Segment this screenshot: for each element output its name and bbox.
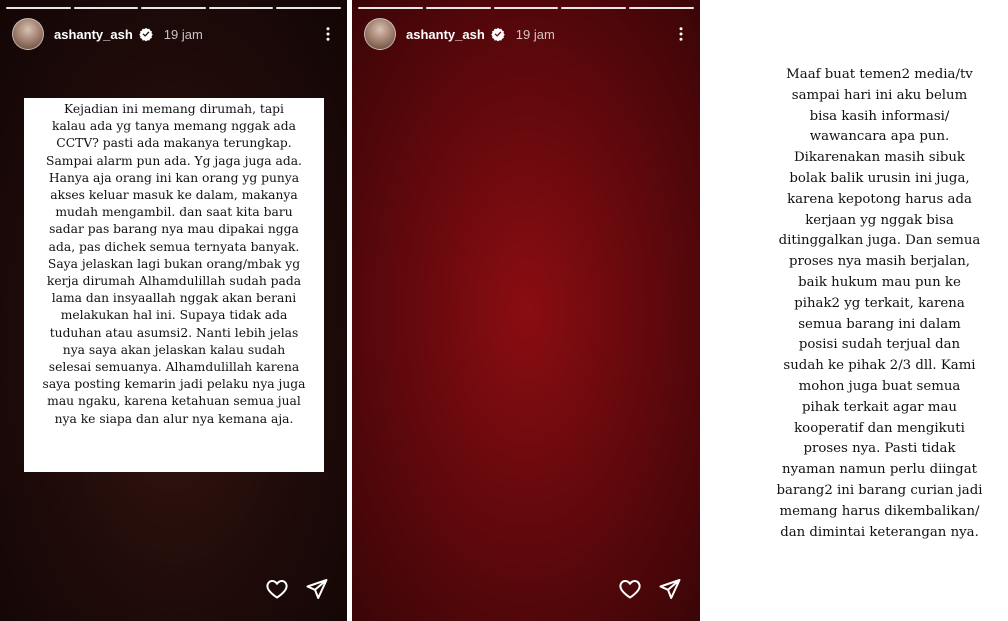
text-line: mohon juga buat semua xyxy=(798,378,961,394)
verified-badge-icon xyxy=(139,27,153,41)
text-line: Saya jelaskan lagi bukan orang/mbak yg xyxy=(47,256,301,271)
verified-badge-icon xyxy=(491,27,505,41)
progress-segment xyxy=(6,7,71,9)
text-line: karena kepotong harus ada xyxy=(787,191,972,207)
text-line: semua barang ini dalam xyxy=(798,316,961,332)
text-line: pihak terkait agar mau xyxy=(802,399,957,415)
story-panel-right[interactable] xyxy=(352,0,983,621)
text-line: lama dan insyaallah nggak akan berani xyxy=(51,291,297,306)
text-line: dan dimintai keterangan nya. xyxy=(780,524,979,540)
text-line: Hanya aja orang ini kan orang yg punya xyxy=(48,170,300,185)
text-line: saya posting kemarin jadi pelaku nya juga xyxy=(42,377,306,392)
progress-segment xyxy=(358,7,423,9)
text-line: pihak2 yg terkait, karena xyxy=(794,295,965,311)
text-line: baik hukum mau pun ke xyxy=(798,274,961,290)
progress-segment xyxy=(494,7,559,9)
text-line: Sampai alarm pun ada. Yg jaga juga ada. xyxy=(46,153,302,168)
text-line: proses nya. Pasti tidak xyxy=(803,441,956,457)
text-line: proses nya masih berjalan, xyxy=(788,254,970,270)
progress-segment xyxy=(276,7,341,9)
more-vertical-icon[interactable] xyxy=(672,25,690,43)
progress-segment xyxy=(629,7,694,9)
story-progress-bar xyxy=(358,7,694,9)
story-timestamp: 19 jam xyxy=(515,26,555,42)
story-actions xyxy=(618,577,682,601)
text-line: bisa kasih informasi/ xyxy=(809,108,950,124)
text-line: sudah ke pihak 2/3 dll. Kami xyxy=(783,358,976,374)
text-line: Dikarenakan masih sibuk xyxy=(793,150,965,166)
avatar[interactable] xyxy=(12,18,44,50)
text-line: bolak balik urusin ini juga, xyxy=(789,170,970,186)
text-line: sadar pas barang nya mau dipakai ngga xyxy=(49,222,299,237)
progress-segment xyxy=(426,7,491,9)
text-line: nya saya akan jelaskan kalau sudah xyxy=(62,342,286,357)
text-line: wawancara apa pun. xyxy=(809,129,950,145)
text-line: nya ke siapa dan alur nya kemana aja. xyxy=(54,411,294,426)
story-header xyxy=(364,17,690,51)
text-line: kalau ada yg tanya memang nggak ada xyxy=(52,119,296,134)
username[interactable]: ashanty_ash xyxy=(54,26,133,42)
text-line: sampai hari ini aku belum xyxy=(791,87,968,103)
heart-icon[interactable] xyxy=(618,577,642,601)
story-panel-left[interactable] xyxy=(0,0,347,621)
text-line: Kejadian ini memang dirumah, tapi xyxy=(64,102,284,116)
text-line: Maaf buat temen2 media/tv xyxy=(786,67,973,82)
text-line: ditinggalkan juga. Dan semua xyxy=(778,233,981,249)
more-vertical-icon[interactable] xyxy=(319,25,337,43)
text-line: melakukan hal ini. Supaya tidak ada xyxy=(60,308,288,323)
text-line: selesai semuanya. Alhamdulillah karena xyxy=(48,360,300,375)
progress-segment xyxy=(209,7,274,9)
heart-icon[interactable] xyxy=(265,577,289,601)
text-line: ada, pas dichek semua ternyata banyak. xyxy=(48,239,300,254)
progress-segment xyxy=(561,7,626,9)
username[interactable]: ashanty_ash xyxy=(406,26,485,42)
avatar[interactable] xyxy=(364,18,396,50)
text-line: tuduhan atau asumsi2. Nanti lebih jelas xyxy=(49,325,299,340)
text-line: mau ngaku, karena ketahuan semua jual xyxy=(47,394,301,409)
story-header xyxy=(12,17,337,51)
story-text-box xyxy=(24,98,324,472)
text-line: mudah mengambil. dan saat kita baru xyxy=(55,205,293,220)
text-line: CCTV? pasti ada makanya terungkap. xyxy=(56,136,292,151)
text-line: nyaman namun perlu diingat xyxy=(782,462,977,478)
text-line: kooperatif dan mengikuti xyxy=(794,420,965,436)
text-line: posisi sudah terjual dan xyxy=(798,337,961,353)
send-icon[interactable] xyxy=(305,577,329,601)
text-line: memang harus dikembalikan/ xyxy=(779,503,980,519)
text-line: akses keluar masuk ke dalam, makanya xyxy=(50,188,298,203)
progress-segment xyxy=(74,7,139,9)
story-timestamp: 19 jam xyxy=(163,26,203,42)
story-text-box xyxy=(751,63,1008,571)
text-line: barang2 ini barang curian jadi xyxy=(776,482,983,498)
story-actions xyxy=(265,577,329,601)
story-progress-bar xyxy=(6,7,341,9)
send-icon[interactable] xyxy=(658,577,682,601)
progress-segment xyxy=(141,7,206,9)
text-line: kerjaan yg nggak bisa xyxy=(805,212,954,228)
text-line: kerja dirumah Alhamdulillah sudah pada xyxy=(46,274,302,289)
